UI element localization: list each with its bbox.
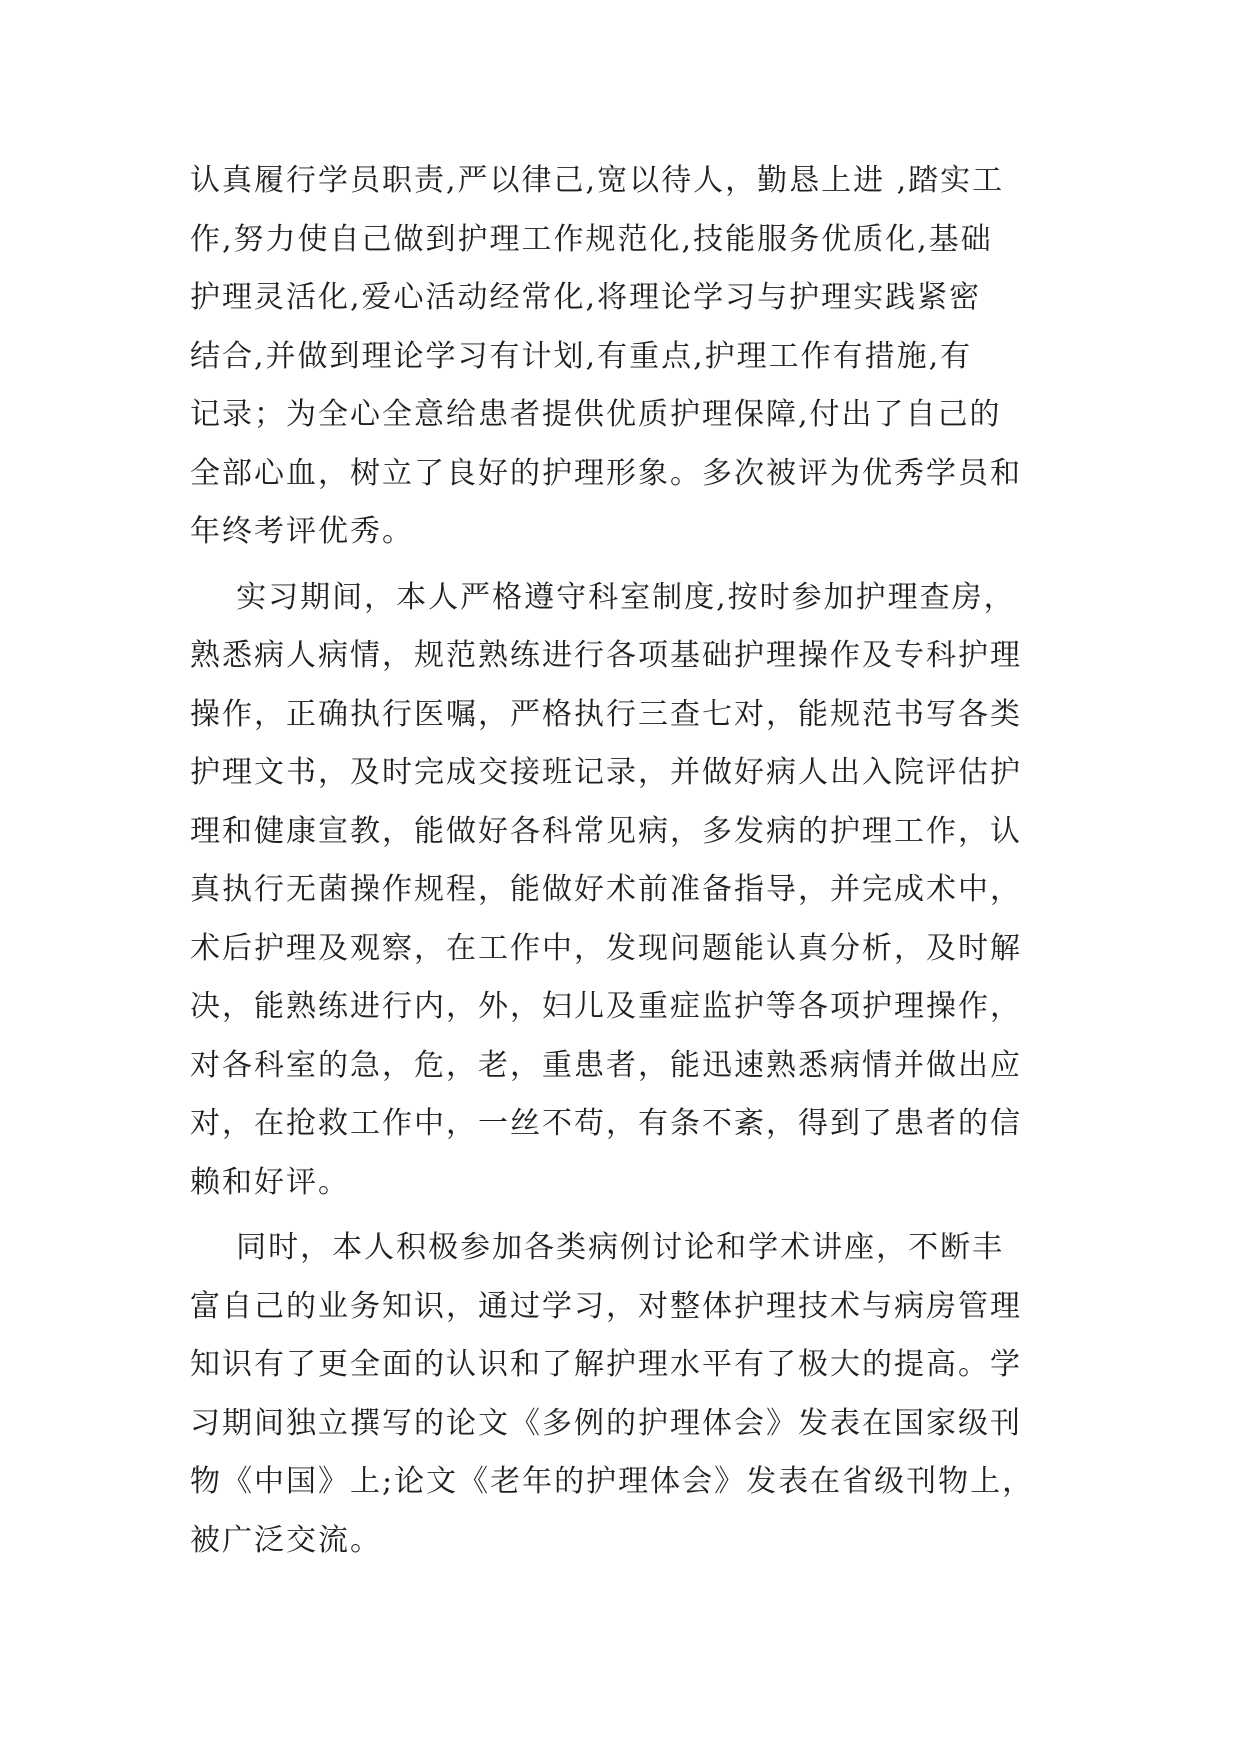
text-line: 被广泛交流。 bbox=[190, 1522, 382, 1558]
text-line: 护理文书，及时完成交接班记录，并做好病人出入院评估护 bbox=[190, 755, 1022, 790]
text-line: 同时，本人积极参加各类病例讨论和学术讲座，不断丰 bbox=[190, 1230, 1005, 1265]
text-line: 对，在抢救工作中，一丝不苟，有条不紊，得到了患者的信 bbox=[190, 1106, 1022, 1141]
text-line: 对各科室的急，危，老，重患者，能迅速熟悉病情并做出应 bbox=[190, 1047, 1022, 1083]
paragraph-spacer bbox=[190, 1212, 1050, 1219]
paragraph-spacer bbox=[190, 562, 1050, 569]
text-line: 决，能熟练进行内，外，妇儿及重症监护等各项护理操作， bbox=[190, 989, 1022, 1024]
paragraph-2 bbox=[190, 569, 1050, 1213]
text-line: 记录；为全心全意给患者提供优质护理保障,付出了自己的 bbox=[190, 397, 1002, 432]
text-line: 认真履行学员职责,严以律己,宽以待人，勤恳上进 ,踏实工 bbox=[190, 163, 1005, 198]
text-line: 作,努力使自己做到护理工作规范化,技能服务优质化,基础 bbox=[190, 221, 993, 257]
text-line: 实习期间，本人严格遵守科室制度,按时参加护理查房， bbox=[190, 579, 1016, 615]
text-line: 习期间独立撰写的论文《多例的护理体会》发表在国家级刊 bbox=[190, 1405, 1022, 1441]
text-line: 熟悉病人病情，规范熟练进行各项基础护理操作及专科护理 bbox=[190, 638, 1022, 673]
text-line: 护理灵活化,爱心活动经常化,将理论学习与护理实践紧密 bbox=[190, 280, 982, 315]
text-line: 术后护理及观察，在工作中，发现问题能认真分析，及时解 bbox=[190, 930, 1022, 966]
text-line: 真执行无菌操作规程，能做好术前准备指导，并完成术中， bbox=[190, 872, 1022, 907]
document-body bbox=[190, 152, 1050, 1570]
text-line: 物《中国》上;论文《老年的护理体会》发表在省级刊物上， bbox=[190, 1464, 1035, 1499]
text-line: 年终考评优秀。 bbox=[190, 514, 414, 549]
paragraph-1 bbox=[190, 152, 1050, 562]
paragraph-3 bbox=[190, 1219, 1050, 1570]
text-line: 赖和好评。 bbox=[190, 1164, 350, 1200]
text-line: 富自己的业务知识，通过学习，对整体护理技术与病房管理 bbox=[190, 1288, 1022, 1324]
text-line: 结合,并做到理论学习有计划,有重点,护理工作有措施,有 bbox=[190, 338, 973, 374]
text-line: 全部心血，树立了良好的护理形象。多次被评为优秀学员和 bbox=[190, 455, 1022, 491]
text-line: 理和健康宣教，能做好各科常见病，多发病的护理工作，认 bbox=[190, 813, 1022, 849]
text-line: 操作，正确执行医嘱，严格执行三查七对，能规范书写各类 bbox=[190, 696, 1022, 732]
text-line: 知识有了更全面的认识和了解护理水平有了极大的提高。学 bbox=[190, 1347, 1022, 1382]
